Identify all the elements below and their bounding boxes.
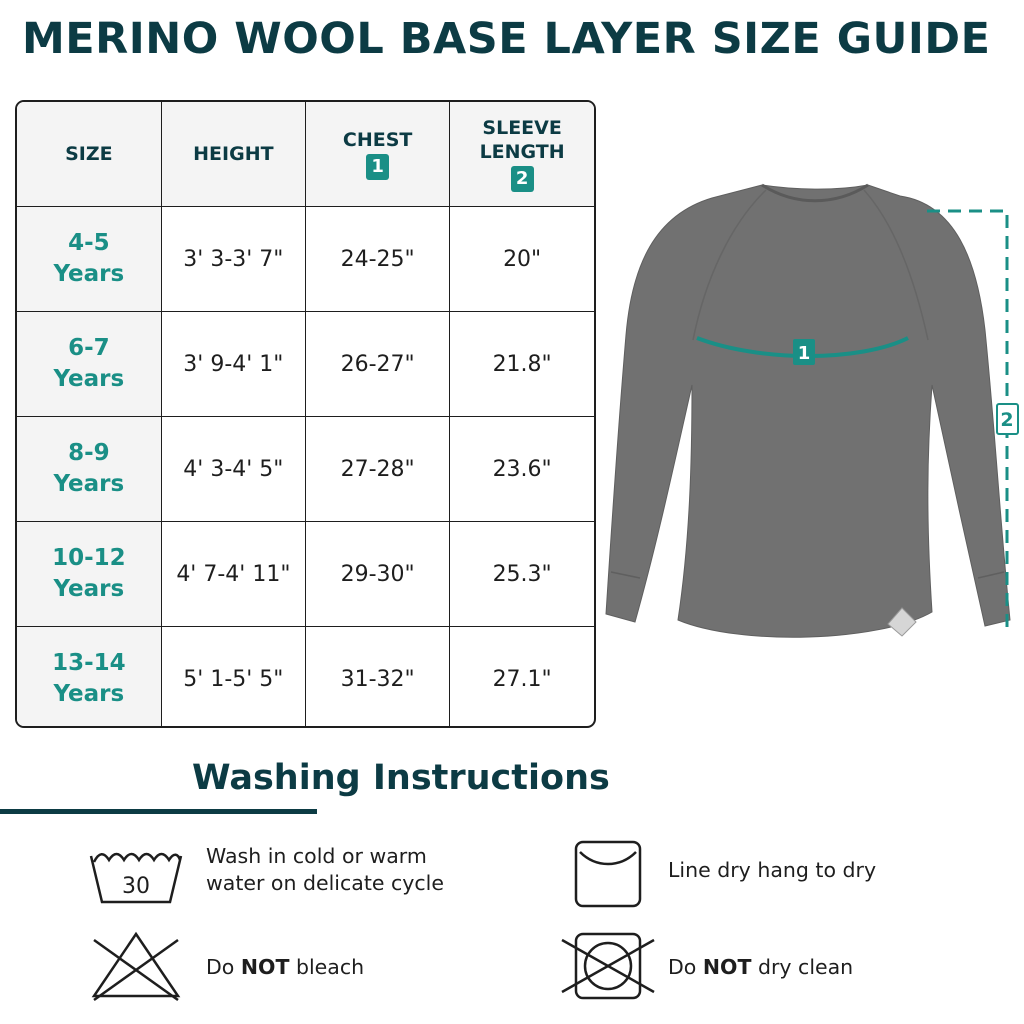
chest-marker-label: 1	[797, 343, 811, 364]
sleeve-header-line1: SLEEVE	[482, 117, 562, 139]
size-cell	[17, 522, 161, 627]
wash-30-icon	[86, 840, 186, 910]
chest-header	[306, 102, 450, 207]
size-cell	[17, 417, 161, 522]
sleeve-cell: 21.8"	[450, 312, 594, 417]
size-range: 6-7	[68, 335, 110, 361]
chest-cell: 27-28"	[306, 417, 450, 522]
no-bleach-icon	[86, 928, 186, 1002]
size-table	[15, 100, 596, 728]
size-range: 4-5	[68, 230, 110, 256]
chest-cell: 24-25"	[306, 207, 450, 312]
line-dry-instruction: Line dry hang to dry	[668, 858, 877, 882]
sleeve-header	[450, 102, 594, 207]
no-bleach-prefix: Do	[206, 955, 241, 979]
size-cell	[17, 627, 161, 729]
sleeve-cell: 27.1"	[450, 627, 594, 729]
size-range: 13-14	[52, 650, 126, 676]
table-row	[17, 207, 594, 312]
no-dry-clean-emphasis: NOT	[702, 955, 752, 979]
height-cell: 5' 1-5' 5"	[161, 627, 305, 729]
washing-divider	[0, 809, 317, 814]
wash-temperature: 30	[122, 874, 150, 899]
height-cell: 4' 7-4' 11"	[161, 522, 305, 627]
size-header: SIZE	[17, 102, 161, 207]
table-row	[17, 627, 594, 729]
no-bleach-emphasis: NOT	[240, 955, 290, 979]
size-cell	[17, 207, 161, 312]
table-row	[17, 522, 594, 627]
height-cell: 3' 9-4' 1"	[161, 312, 305, 417]
wash-instruction-line2: water on delicate cycle	[206, 871, 444, 895]
sleeve-cell: 25.3"	[450, 522, 594, 627]
height-cell: 4' 3-4' 5"	[161, 417, 305, 522]
no-dry-clean-prefix: Do	[668, 955, 703, 979]
shirt-diagram	[596, 170, 1024, 650]
no-dry-clean-suffix: dry clean	[751, 955, 854, 979]
chest-cell: 29-30"	[306, 522, 450, 627]
height-header: HEIGHT	[161, 102, 305, 207]
size-unit: Years	[53, 261, 125, 287]
wash-instruction	[206, 843, 444, 897]
chest-cell: 26-27"	[306, 312, 450, 417]
size-cell	[17, 312, 161, 417]
chest-cell: 31-32"	[306, 627, 450, 729]
sleeve-cell: 20"	[450, 207, 594, 312]
no-bleach-instruction	[206, 954, 364, 981]
page-title: MERINO WOOL BASE LAYER SIZE GUIDE	[22, 14, 991, 64]
sleeve-cell: 23.6"	[450, 417, 594, 522]
size-range: 8-9	[68, 440, 110, 466]
table-header-row	[17, 102, 594, 207]
sleeve-marker-label: 2	[1000, 409, 1014, 431]
size-unit: Years	[53, 576, 125, 602]
table-row	[17, 312, 594, 417]
size-unit: Years	[53, 471, 125, 497]
line-dry-icon	[560, 838, 656, 912]
table-row	[17, 417, 594, 522]
chest-header-label: CHEST	[342, 129, 413, 151]
shirt-body	[606, 185, 1010, 637]
no-bleach-suffix: bleach	[289, 955, 365, 979]
wash-instruction-line1: Wash in cold or warm	[206, 844, 427, 868]
sleeve-header-line2: LENGTH	[479, 141, 565, 163]
size-range: 10-12	[52, 545, 126, 571]
no-dry-clean-icon	[558, 928, 658, 1002]
washing-heading: Washing Instructions	[192, 758, 610, 798]
chest-marker-badge: 1	[366, 154, 389, 180]
size-unit: Years	[53, 681, 125, 707]
size-unit: Years	[53, 366, 125, 392]
no-dry-clean-instruction	[668, 954, 853, 981]
height-cell: 3' 3-3' 7"	[161, 207, 305, 312]
sleeve-marker-badge: 2	[511, 166, 534, 192]
